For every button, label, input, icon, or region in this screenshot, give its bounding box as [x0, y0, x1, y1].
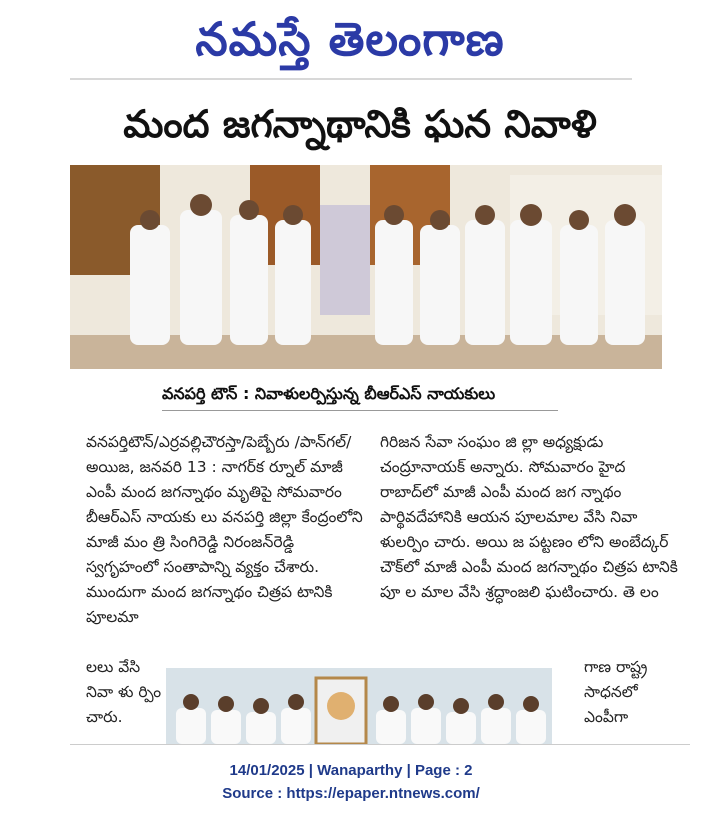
page-bottom-divider	[70, 744, 690, 745]
caption-underline	[162, 410, 558, 411]
newspaper-masthead: నమస్తే తెలంగాణ	[195, 12, 505, 66]
article-right-column: గిరిజన సేవా సంఘం జి ల్లా అధ్యక్షుడు చంద్రూనాయక్ అన్నారు. సోమవారం హైద రాబాద్‌లో మాజీ ఎంపీ మంద జగ న్నాథం పార్థివదేహానికి ఆయన పూలమాల వేసి నివా ళులర్పిం చారు. అయి జ పట్టణం లోని అంబేద్కర్ చౌక్‌లో మాజీ ఎంపీ మంద జగన్నాథం చిత్రప టానికి పూ ల మాల వేసి శ్రద్ధాంజలి ఘటించారు. తె లం	[380, 433, 678, 601]
secondary-news-photo	[166, 668, 552, 744]
main-news-photo	[70, 165, 662, 369]
edition-info: 14/01/2025 | Wanaparthy | Page : 2	[229, 762, 473, 779]
tribute-photo-illustration	[166, 668, 552, 744]
photo-caption: వనపర్తి టౌన్ : నివాళులర్పిస్తున్న బీఆర్ఎస్ నాయకులు	[162, 384, 496, 403]
article-right-continuation: గాణ రాష్ట్ర సాధనలో ఎంపీగా	[584, 658, 648, 726]
group-photo-illustration	[70, 165, 662, 369]
source-link[interactable]: Source : https://epaper.ntnews.com/	[222, 785, 480, 802]
masthead-divider	[70, 78, 632, 80]
article-left-continuation: లలు వేసి నివా ళు ర్పిం చారు.	[86, 658, 162, 726]
article-left-column: వనపర్తిటౌన్/ఎర్రవల్లిచౌరస్తా/పెబ్బేరు /పాన్‌గల్/అయిజ, జనవరి 13 : నాగర్‌క ర్నూల్ మాజీ ఎంపీ మంద జగన్నాథం మృతిపై సోమవారం బీఆర్ఎస్ నాయకు లు వనపర్తి జిల్లా కేంద్రంలోని మాజీ మం త్రి సింగిరెడ్డి నిరంజన్‌రెడ్డి స్వగృహంలో సంతాపాన్ని వ్యక్తం చేశారు. ముందుగా మంద జగన్నాథం చిత్రప టానికి పూలమా	[86, 433, 363, 626]
article-headline: మంద జగన్నాథానికి ఘన నివాళి	[123, 102, 597, 146]
